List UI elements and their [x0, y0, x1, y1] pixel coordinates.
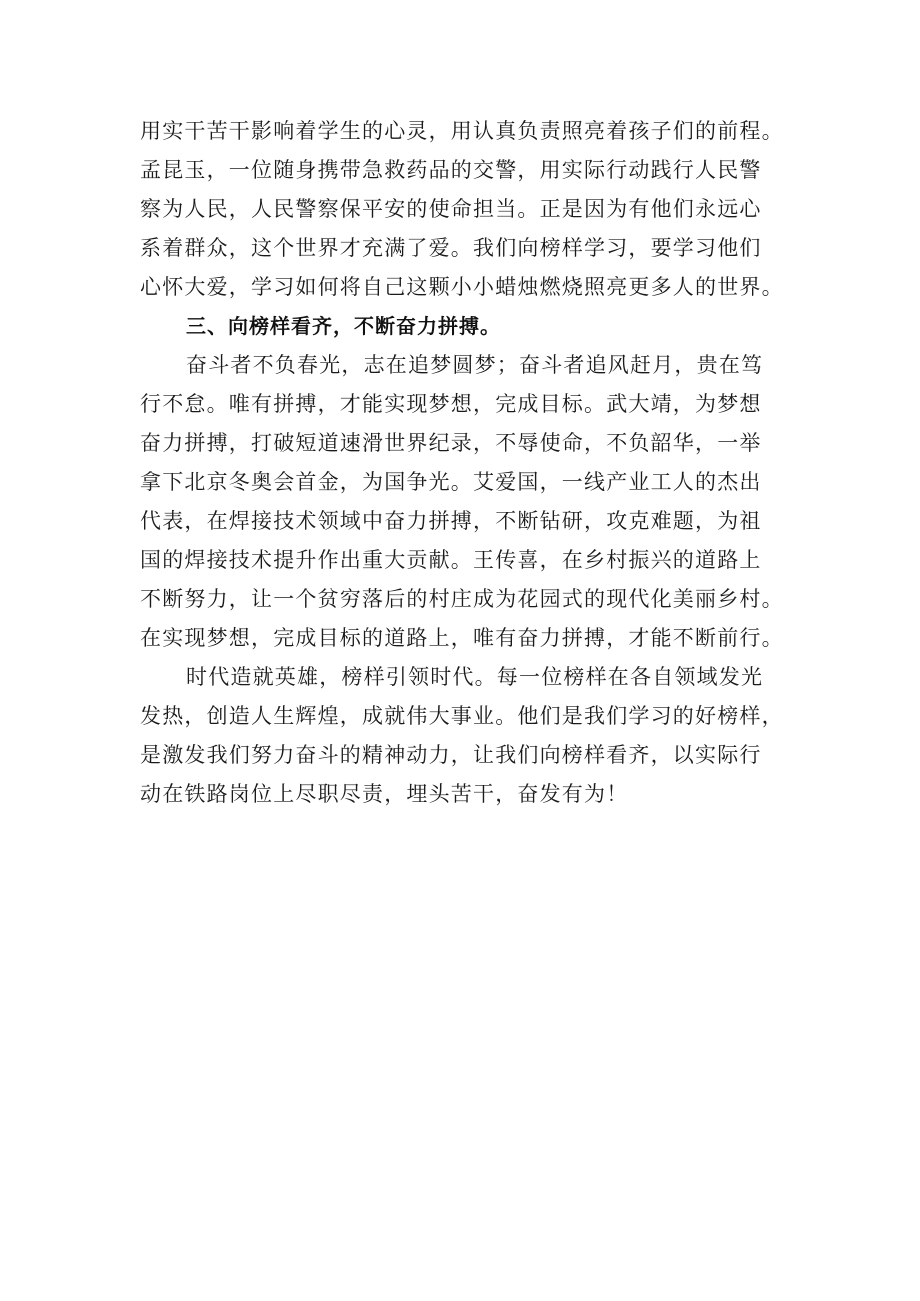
text-line: 奋力拼搏，打破短道速滑世界纪录，不辱使命，不负韶华，一举 — [140, 431, 762, 455]
text-line: 拿下北京冬奥会首金，为国争光。艾爱国，一线产业工人的杰出 — [140, 470, 762, 494]
paragraph-1 — [140, 112, 800, 307]
paragraph-3 — [140, 658, 800, 814]
text-line: 奋斗者不负春光，志在追梦圆梦；奋斗者追风赶月，贵在笃 — [186, 353, 764, 377]
text-line: 孟昆玉，一位随身携带急救药品的交警，用实际行动践行人民警 — [140, 158, 762, 182]
text-line: 国的焊接技术提升作出重大贡献。王传喜，在乡村振兴的道路上 — [140, 548, 762, 572]
text-line: 是激发我们努力奋斗的精神动力，让我们向榜样看齐，以实际行 — [140, 743, 762, 767]
section-heading: 三、向榜样看齐，不断奋力拼搏。 — [186, 314, 501, 338]
text-line: 用实干苦干影响着学生的心灵，用认真负责照亮着孩子们的前程。 — [140, 119, 784, 143]
text-line: 察为人民，人民警察保平安的使命担当。正是因为有他们永远心 — [140, 197, 762, 221]
text-line: 代表，在焊接技术领域中奋力拼搏，不断钻研，攻克难题，为祖 — [140, 509, 762, 533]
text-line: 行不怠。唯有拼搏，才能实现梦想，完成目标。武大靖，为梦想 — [140, 392, 762, 416]
text-line: 动在铁路岗位上尽职尽责，埋头苦干，奋发有为！ — [140, 782, 629, 806]
text-line: 心怀大爱，学习如何将自己这颗小小蜡烛燃烧照亮更多人的世界。 — [140, 275, 784, 299]
document-body — [140, 112, 800, 814]
paragraph-2 — [140, 346, 800, 658]
text-line: 时代造就英雄，榜样引领时代。每一位榜样在各自领域发光 — [186, 665, 764, 689]
text-line: 系着群众，这个世界才充满了爱。我们向榜样学习，要学习他们 — [140, 236, 762, 260]
text-line: 不断努力，让一个贫穷落后的村庄成为花园式的现代化美丽乡村。 — [140, 587, 784, 611]
text-line: 发热，创造人生辉煌，成就伟大事业。他们是我们学习的好榜样， — [140, 704, 784, 728]
text-line: 在实现梦想，完成目标的道路上，唯有奋力拼搏，才能不断前行。 — [140, 626, 784, 650]
